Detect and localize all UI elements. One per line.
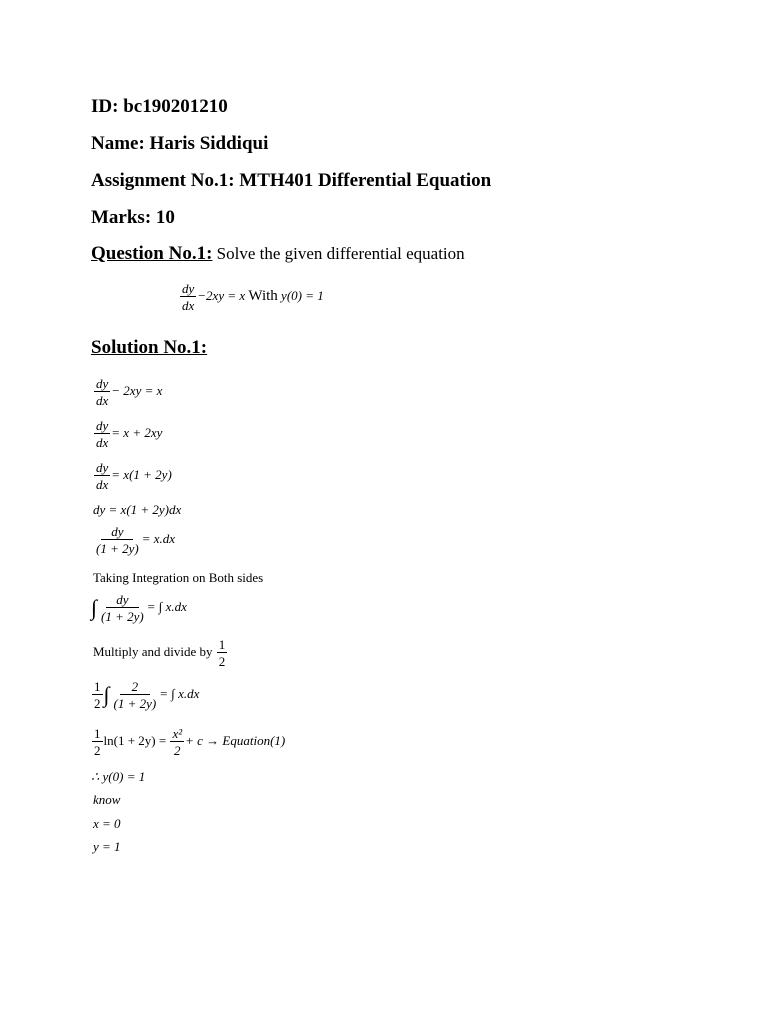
solution-line-1: $\frac{dy}{dx}$ − 2xy = x: [96, 376, 163, 408]
student-id: ID: bc190201210: [91, 96, 228, 117]
initial-condition: y(0) = 1: [281, 287, 324, 303]
question-equation: $\frac{dy}{dx}$ −2xy = x With y(0) = 1: [182, 281, 324, 313]
solution-line-12: y = 1: [93, 839, 121, 854]
solution-line-4: dy = x(1 + 2y)dx: [93, 502, 182, 517]
question-fraction: $\frac{dy}{dx}$: [182, 281, 195, 313]
integration-note: Taking Integration on Both sides: [93, 570, 264, 585]
question-text: Solve the given differential equation: [212, 244, 465, 263]
solution-line-9: ∴ y(0) = 1: [91, 769, 146, 784]
multiply-note: Multiply and divide by $\frac{1}{2}$: [93, 637, 226, 669]
solution-line-5: $\frac{dy}{(1 + 2y)}$ = x.dx: [96, 524, 176, 556]
solution-line-10: know: [93, 792, 121, 807]
solution-line-11: x = 0: [93, 816, 121, 831]
assignment-title: Assignment No.1: MTH401 Differential Equation: [91, 170, 492, 191]
with-label: With: [248, 287, 278, 304]
solution-line-3: $\frac{dy}{dx}$ = x(1 + 2y): [96, 460, 172, 492]
solution-line-2: $\frac{dy}{dx}$ = x + 2xy: [96, 418, 163, 450]
solution-heading: Solution No.1:: [91, 337, 208, 358]
question-heading: [91, 244, 465, 263]
question-label: Question No.1:: [91, 243, 213, 264]
marks: Marks: 10: [91, 207, 175, 228]
solution-line-7: $\frac{1}{2}$ ∫ $\frac{2}{(1 + 2y)}$ = ∫ x.dx: [94, 679, 200, 711]
solution-line-6: ∫ $\frac{dy}{(1 + 2y)}$ = ∫ x.dx: [91, 592, 187, 624]
student-name: Name: Haris Siddiqui: [91, 133, 269, 154]
solution-line-8: $\frac{1}{2}$ ln(1 + 2y) = $\frac{\text{x²}}{2}$ + c → Equation(1): [94, 726, 286, 758]
